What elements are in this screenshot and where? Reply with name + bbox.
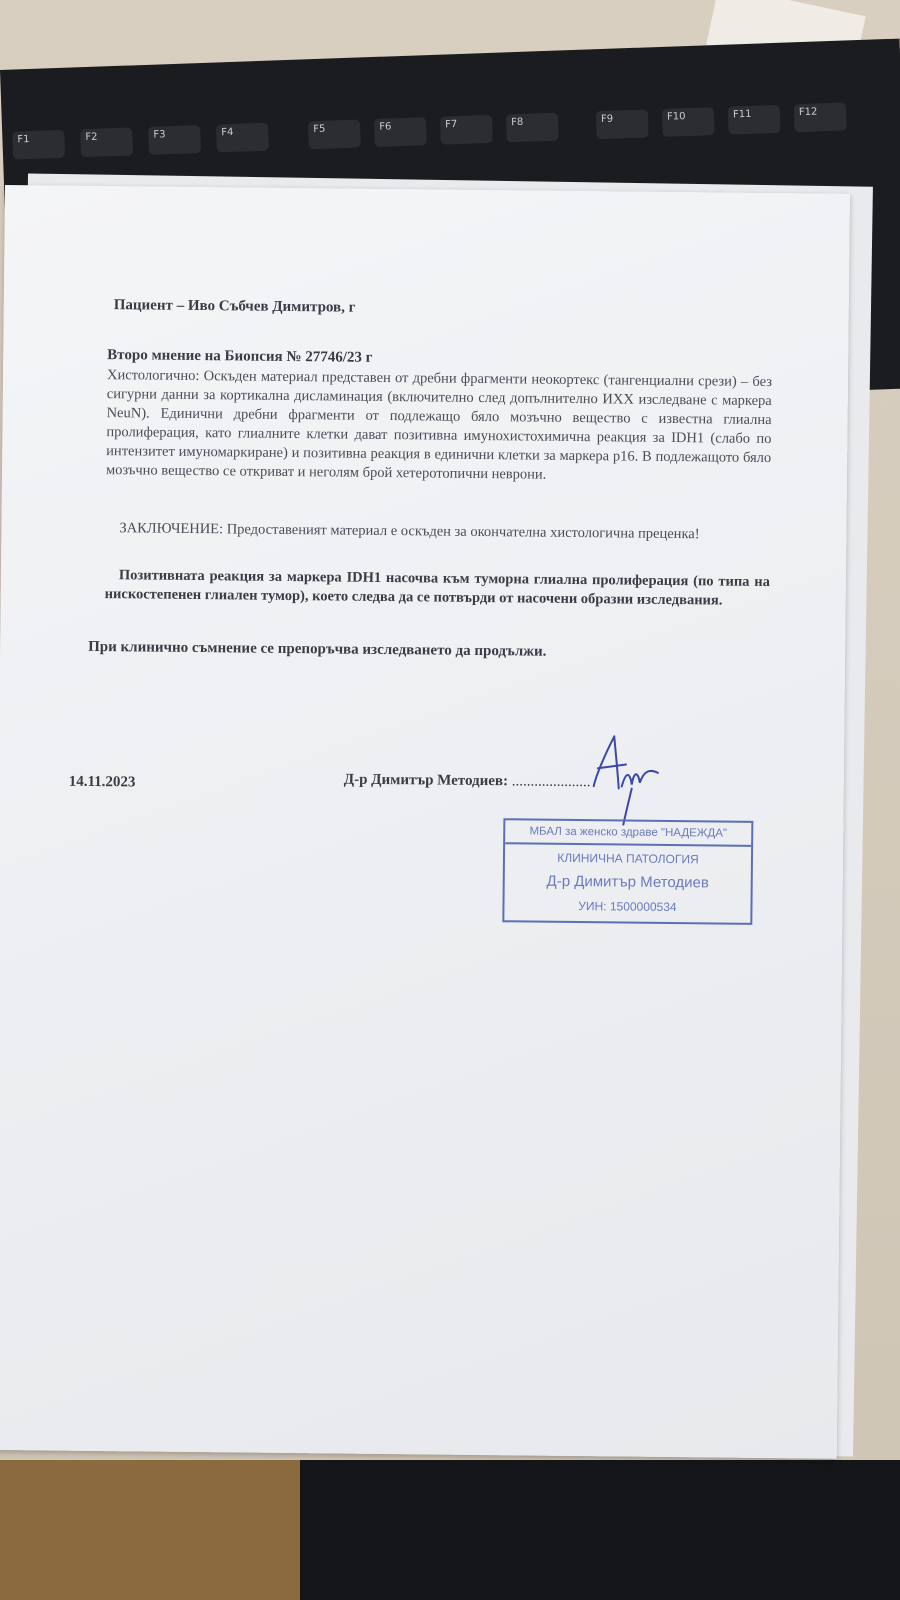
f6-key: F6 (374, 117, 427, 147)
histology-paragraph: Хистологично: Оскъден материал представен от дребни фрагменти неокортекс (тангенциални срези) – без сигурни данни за кортикална дисламинация (включително след допълнително ИХХ изследване с маркера NeuN). Единични дребни фрагменти от подлежащо бяло мозъчно вещество с известна глиална пролиферация, като глиалните клетки дават позитивна имунохистохимична реакция за IDH1 (слабо по интензитет имуномаркиране) и позитивна реакция в единични клетки за маркера p16. В подлежащото бяло мозъчно вещество се откриват и неголям брой хетеротопични неврони. (105, 367, 773, 483)
f2-key: F2 (80, 127, 133, 157)
signature-mark (573, 716, 674, 827)
f3-key: F3 (148, 125, 201, 155)
stamp-hospital: МБАЛ за женско здраве "НАДЕЖДА" (505, 820, 751, 847)
f12-key: F12 (794, 103, 847, 133)
f1-key: F1 (12, 130, 65, 160)
clinic-stamp (502, 818, 753, 925)
stamp-department: КЛИНИЧНА ПАТОЛОГИЯ (557, 850, 699, 867)
conclusion-text: Предоставеният материал е оскъден за окончателна хистологична преценка! (223, 521, 700, 543)
stamp-uin: УИН: 1500000534 (578, 899, 677, 915)
stamp-doctor: Д-р Димитър Методиев (546, 872, 709, 892)
doctor-label (344, 771, 591, 793)
date-line: 14.11.2023 (68, 773, 136, 791)
signature-dots: ..................... (511, 773, 591, 791)
conclusion-label: ЗАКЛЮЧЕНИЕ: (119, 520, 224, 538)
conclusion-paragraph (105, 519, 770, 545)
f5-key: F5 (308, 119, 361, 149)
recommendation-line: При клинично съмнение се препоръчва изследването да продължи. (88, 638, 547, 660)
f9-key: F9 (596, 109, 649, 139)
doctor-name: Д-р Димитър Методиев: (343, 771, 509, 790)
f7-key: F7 (440, 115, 493, 145)
document-sheet (0, 185, 850, 1459)
f4-key: F4 (216, 123, 269, 153)
f11-key: F11 (728, 105, 781, 135)
patient-line: Пациент – Иво Събчев Димитров, г (113, 297, 356, 316)
positive-reaction-paragraph: Позитивната реакция за маркера IDH1 насочва към туморна глиална пролиферация (по типа на нискостепенен глиален тумор), което следва да се потвърди от насочени образни изследвания. (104, 567, 770, 609)
f10-key: F10 (662, 107, 715, 137)
f8-key: F8 (506, 113, 559, 143)
opinion-title: Второ мнение на Биопсия № 27746/23 г (107, 347, 373, 366)
desk-wood (0, 1460, 300, 1600)
